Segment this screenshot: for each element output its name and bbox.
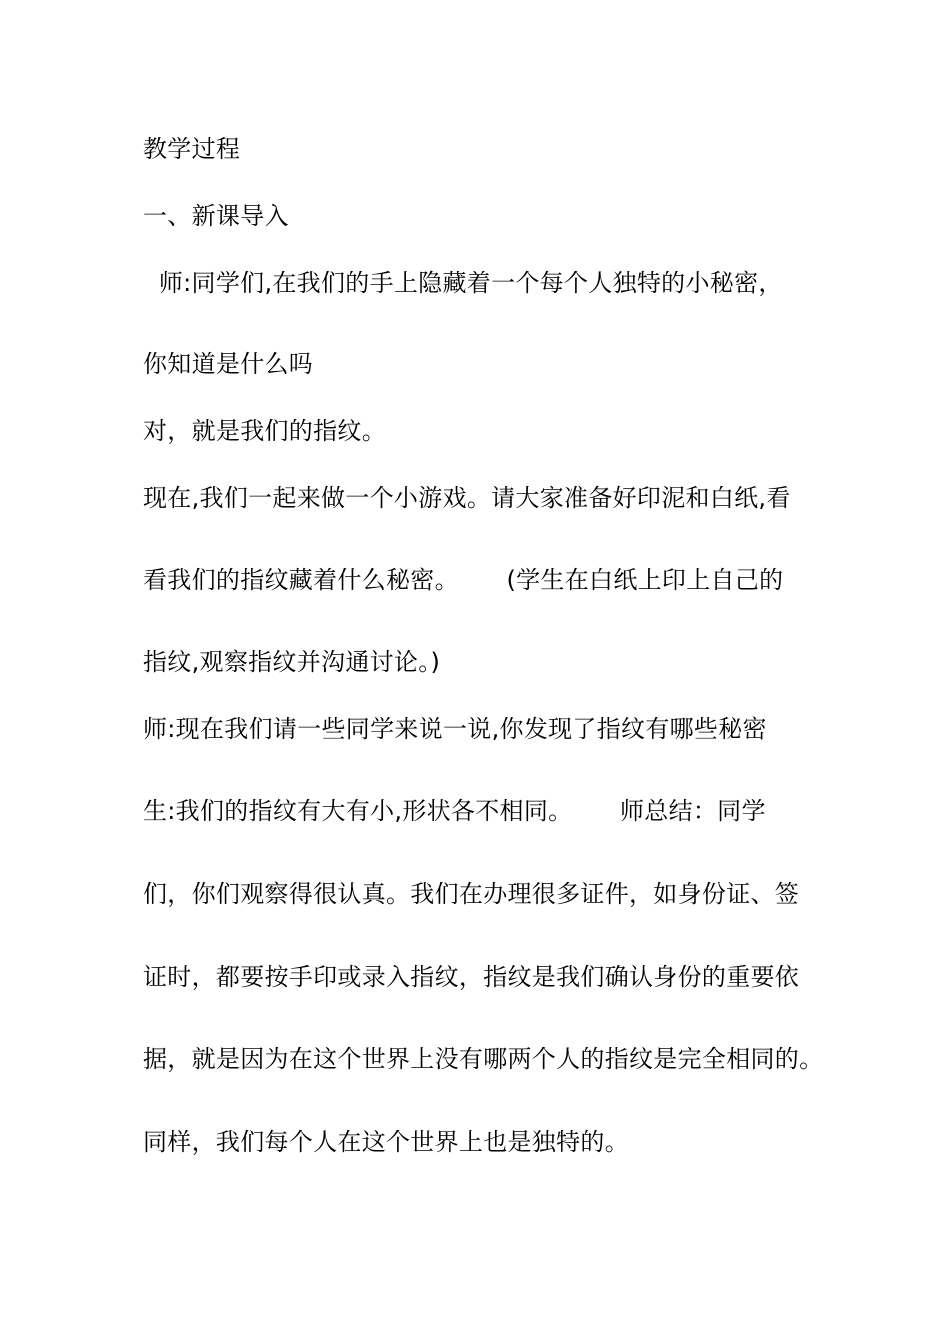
paragraph-line: 证时，都要按手印或录入指纹，指纹是我们确认身份的重要依 <box>143 963 800 991</box>
subsection-heading: 一、新课导入 <box>143 202 289 230</box>
paragraph-line: 现在,我们一起来做一个小游戏。请大家准备好印泥和白纸,看 <box>143 484 791 512</box>
paragraph-line: 师:现在我们请一些同学来说一说,你发现了指纹有哪些秘密 <box>143 715 767 743</box>
paragraph-line: 对，就是我们的指纹。 <box>143 417 386 445</box>
paragraph-line: 师:同学们,在我们的手上隐藏着一个每个人独特的小秘密， <box>143 269 783 297</box>
paragraph-line: 们，你们观察得很认真。我们在办理很多证件，如身份证、签 <box>143 880 800 908</box>
paragraph-line: 据，就是因为在这个世界上没有哪两个人的指纹是完全相同的。 <box>143 1045 824 1073</box>
paragraph-line: 你知道是什么吗 <box>143 350 314 378</box>
paragraph-line: 同样，我们每个人在这个世界上也是独特的。 <box>143 1128 629 1156</box>
paragraph-line: 指纹,观察指纹并沟通讨论。) <box>143 648 441 676</box>
section-title: 教学过程 <box>143 135 241 163</box>
paragraph-line: 看我们的指纹藏着什么秘密。 (学生在白纸上印上自己的 <box>143 566 784 594</box>
paragraph-line: 生:我们的指纹有大有小,形状各不相同。 师总结：同学 <box>143 797 766 825</box>
